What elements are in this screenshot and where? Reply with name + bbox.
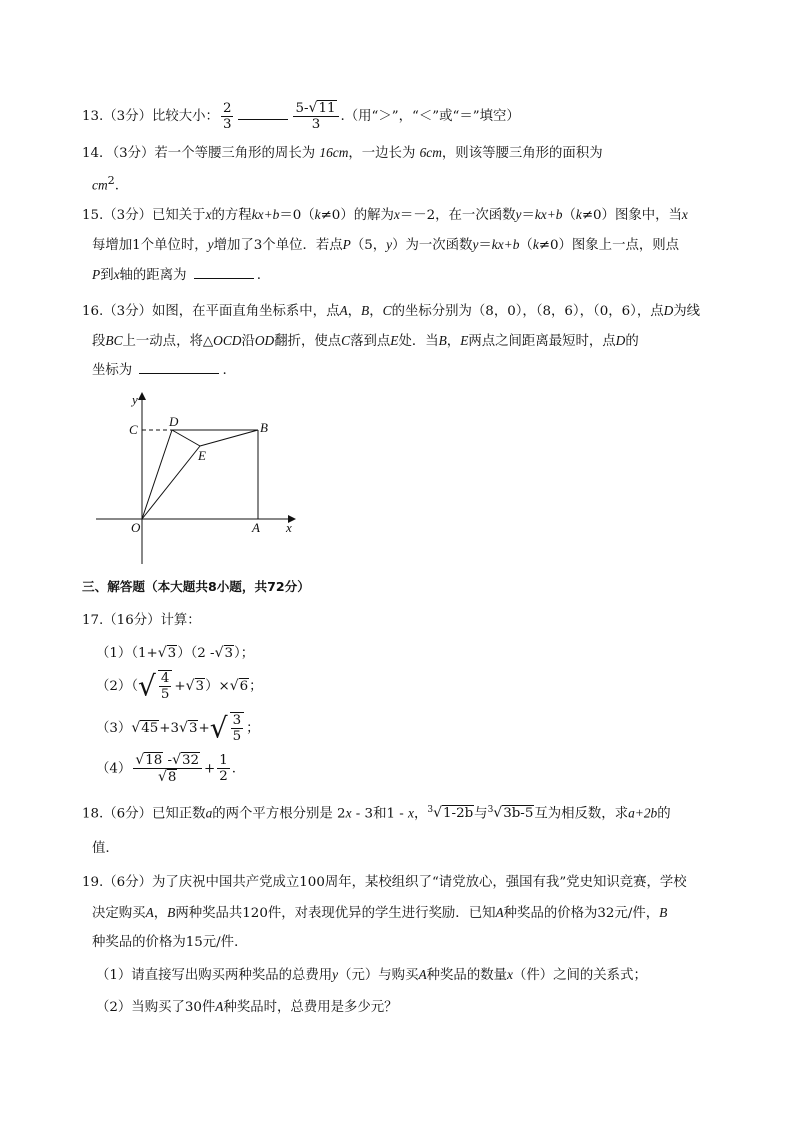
t: 坐标为 [92,363,133,378]
t: （1）（1+ [96,646,158,661]
segment-OD [142,430,172,519]
t: 轴的距离为 [119,268,187,283]
label-A: A [252,520,260,535]
radical: √32 [172,752,200,768]
tri: OCD [213,333,242,348]
t: 的两个平方根分别是 2 [212,806,346,822]
question-13 [82,100,520,133]
fraction [158,670,173,703]
frac-den: 5 [232,729,242,745]
question-18-line1 [82,806,671,821]
t: 的 [657,806,671,822]
label-E: E [198,448,206,463]
var-x: x [393,207,400,222]
text: ，则该等腰三角形的面积为 [441,146,603,161]
expr: a+2b [628,805,658,821]
pt: C [341,333,351,348]
radical: √18 [135,752,163,768]
unit: cm [92,177,108,193]
t: ＝ [521,208,535,223]
var-a: a [205,805,213,821]
segment-EB [200,430,258,446]
value: 6cm [419,145,442,160]
t: 处．当 [398,334,439,349]
var-P: P [92,267,101,282]
frac-den: 3 [222,116,232,132]
t: ； [249,678,263,694]
radical: √3 [185,677,205,694]
t: ， [347,304,362,319]
t: 的 [625,334,639,349]
frac-num: 2 [222,100,232,116]
t: 段 [92,334,106,349]
radical-fraction: √ $\frac{3}{5}$ [210,712,246,745]
t: 落到点 [350,334,391,349]
question-15-line1 [82,208,688,222]
t: ， [446,334,461,349]
var: A [145,905,154,920]
label-D: D [169,414,179,429]
frac-num: 4 [160,671,170,686]
frac-num [133,752,202,769]
radicand: 18 [145,753,163,768]
frac-den [133,769,202,785]
answer-blank[interactable] [139,372,219,374]
q13-tail: .（用“＞”，“＜”或“＝”填空） [340,108,520,124]
segment-OE [142,446,200,519]
pt: A [339,303,348,318]
t: + [198,720,210,736]
fraction-1-2 [217,753,230,785]
t: - [163,753,173,768]
text: ，一边长为 [348,146,416,161]
t: （4） [96,761,132,777]
t: 翻折，使点 [274,334,342,349]
t: （件）之间的关系式； [512,968,647,983]
question-16-line2 [92,334,639,348]
var-k: k [575,207,582,222]
num-text: 5- [295,101,309,116]
t: ）为一次函数 [392,238,473,253]
t: ≠0）图象上一点，则点 [538,238,680,253]
t: 18.（6分）已知正数 [82,806,206,822]
pt: D [663,303,674,318]
t: （1）请直接写出购买两种奖品的总费用 [96,968,333,983]
root-index: 3 [427,805,434,815]
radicand: 3 [167,646,177,661]
t: 的坐标分别为（8，0），（8，6），（0，6），点 [391,304,664,319]
t: ＝ [478,238,492,253]
pt: E [390,333,399,348]
frac-den: 3 [311,117,321,133]
t: （ [519,238,533,253]
t: ）× [205,678,230,694]
var: A [418,967,427,982]
question-16-line1 [82,304,700,318]
var-k: k [532,237,539,252]
t: 到 [100,268,114,283]
var-x: x [113,267,120,282]
fraction-big [133,752,202,786]
radical: √8 [157,769,177,786]
t: ＝0（ [279,208,315,223]
text: 14．（3分）若一个等腰三角形的周长为 [82,146,316,161]
t: （元）与购买 [338,968,419,983]
var-y: y [386,237,393,252]
radical: √6 [229,677,249,694]
value: 16cm [319,145,349,160]
var: B [659,905,668,920]
fraction [230,712,245,745]
var: A [495,905,504,920]
unit-sup: 2 [107,174,115,187]
t: 沿 [241,334,255,349]
t: 增加了3个单位．若点 [213,238,343,253]
t: （3） [96,720,132,736]
t: 两点之间距离最短时，点 [468,334,616,349]
radicand: 8 [167,770,177,786]
var-y: y [472,237,479,252]
var-x: x [205,207,212,222]
t: 两种奖品共120件，对表现优异的学生进行奖励．已知 [175,906,496,921]
frac-den: 5 [160,687,170,703]
t: + [204,761,216,777]
section-3-heading: 三、解答题（本大题共8小题，共72分） [82,579,310,594]
t: ）（2 - [177,646,215,661]
label-x: x [286,520,292,535]
question-19-line3: 种奖品的价格为15元/件． [92,935,248,950]
expr: kx+b [534,207,563,222]
cube-root: √3b-5 [493,805,534,822]
radical: √3 [157,645,177,661]
pt: B [361,303,370,318]
t: ， [369,304,383,319]
t: 种奖品的价格为32元/件， [503,906,660,921]
radicand: 45 [141,720,159,736]
question-14-line2 [92,175,119,193]
radical: √45 [131,719,159,736]
var: x [507,967,513,982]
question-15-line2 [92,238,679,252]
frac-den: 2 [219,769,228,785]
seg: OD [254,333,275,348]
pt: B [438,333,447,348]
t: 种奖品时，总费用是多少元？ [223,1000,398,1015]
t: ， [413,806,428,822]
label-O: O [131,520,141,535]
t: （2）当购买了30件 [96,1000,216,1015]
var-y: y [515,207,522,222]
q17-part-1 [96,646,254,660]
pt: E [460,333,469,348]
radical-fraction: √ $\frac{4}{5}$ [138,670,174,703]
t: ， [153,906,168,921]
q17-part-2 [96,670,263,703]
radicand: 11 [318,101,336,116]
t: . [256,268,262,283]
t: . [222,363,227,378]
radicand: 3 [188,720,198,736]
t: ； [246,720,260,736]
expr: kx+b [491,237,520,252]
label-B: B [260,420,268,435]
var-k: k [314,207,321,222]
t: + [174,678,186,694]
question-19-sub2 [96,1000,398,1014]
radicand: 1-2b [443,806,474,822]
question-16-line3 [92,364,227,377]
label-C: C [129,422,138,437]
var: y [332,967,339,982]
t: ＝－2，在一次函数 [399,208,516,223]
cube-root: √1-2b [433,805,474,822]
expr: kx+b [251,207,280,222]
q17-part-4 [96,752,236,786]
t: ≠0）图象中，当 [581,208,682,223]
t: 与 [474,806,488,822]
var: B [167,905,176,920]
t: 决定购买 [92,906,146,921]
end: . [114,178,119,194]
t: 互为相反数，求 [534,806,629,822]
question-19-line1: 19.（6分）为了庆祝中国共产党成立100周年，某校组织了“请党放心，强国有我”党史知识竞赛，学校 [82,875,687,890]
var-x: x [681,207,688,222]
segment-DE [172,430,200,446]
radicand: 3 [224,646,234,661]
t: ）； [234,646,255,661]
frac-num: 3 [232,713,242,728]
pt: D [615,333,626,348]
radical: √3 [214,645,234,661]
frac-num: 1 [219,753,228,768]
question-18-line2: 值. [92,841,110,856]
var: A [215,999,224,1014]
t: 16.（3分）如图，在平面直角坐标系中，点 [82,304,340,319]
var-y: y [207,237,214,252]
t: 为线 [673,304,701,319]
t: ≠0）的解为 [320,208,394,223]
answer-blank[interactable] [238,118,288,120]
q13-label: 13.（3分）比较大小： [82,108,219,124]
t: 上一动点，将△ [122,334,214,349]
t: （2）（ [96,678,138,694]
var-P: P [342,237,351,252]
root-index: 3 [487,805,494,815]
var-x: x [408,805,414,821]
radicand: 3 [195,678,205,694]
answer-blank[interactable] [194,277,254,279]
var-x: x [345,805,352,821]
t: （ [562,208,576,223]
t: 每增加1个单位时， [92,238,208,253]
question-15-line3 [92,268,261,282]
radicand: 3b-5 [503,806,534,822]
radicand: 6 [239,678,249,694]
t: 的方程 [211,208,252,223]
q17-part-3 [96,712,259,745]
question-17-title: 17.（16分）计算： [82,613,201,628]
question-19-sub1 [96,968,647,982]
fraction-5-sqrt11-3 [293,100,338,133]
pt: C [382,303,392,318]
question-19-line2 [92,906,667,920]
question-14-line1 [82,146,609,160]
seg: BC [105,333,123,348]
t: +3 [159,720,180,736]
t: （5， [350,238,387,253]
frac-num [293,100,338,117]
label-y: y [132,392,138,407]
fraction-2-3 [221,101,234,133]
t: 15.（3分）已知关于 [82,208,206,223]
t: . [231,761,237,777]
radical: √3 [179,719,198,736]
geometry-figure [92,390,302,570]
radicand: 32 [181,753,200,768]
radical: √11 [308,100,336,116]
t: 种奖品的数量 [426,968,507,983]
t: - 3和1 - [351,806,409,822]
